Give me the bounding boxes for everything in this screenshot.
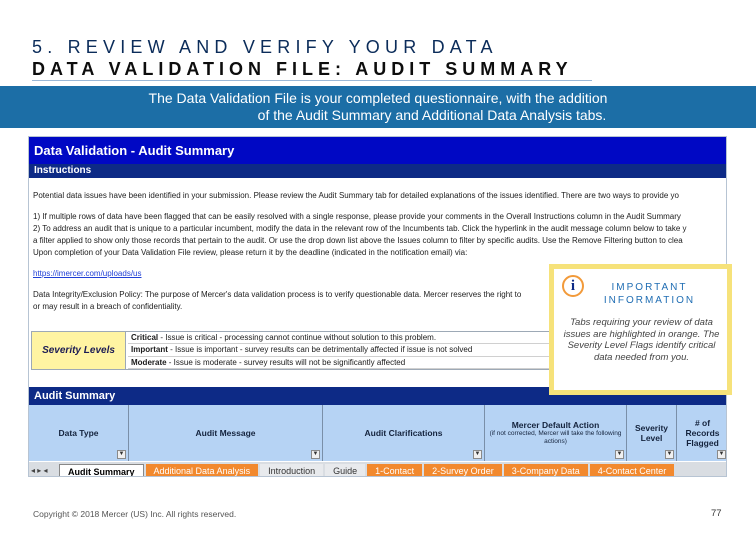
audit-summary-header: Audit Summary — [29, 387, 727, 405]
severity-row-moderate: Moderate - Issue is moderate - survey results will not be significantly affected — [128, 357, 552, 369]
upload-link[interactable]: https://imercer.com/uploads/us — [33, 269, 142, 278]
filter-dropdown-icon[interactable]: ▼ — [616, 451, 623, 457]
title-line-1: 5. REVIEW AND VERIFY YOUR DATA — [32, 37, 498, 57]
important-information-callout — [549, 264, 732, 395]
filter-dropdown-icon[interactable]: ▼ — [474, 451, 481, 457]
tab-survey-order[interactable]: 2-Survey Order — [424, 464, 502, 477]
severity-levels-label: Severity Levels — [32, 332, 126, 369]
page-number: 77 — [711, 508, 722, 519]
column-audit-message: Audit Message ▼ — [129, 405, 323, 461]
column-mercer-default-action: Mercer Default Action (if not corrected, Mercer will take the following actions) ▼ — [485, 405, 627, 461]
callout-title: IMPORTANT INFORMATION — [603, 282, 696, 306]
filter-dropdown-icon[interactable]: ▼ — [312, 451, 319, 457]
callout-body: Tabs requiring your review of data issues are highlighted in orange. The Severity Level Flags identify critical data needed from you. — [563, 317, 720, 363]
instruction-line: Potential data issues have been identified in your submission. Please review the Audit Summary tab for detailed explanations of the issues identified. There are two ways to provide yo — [33, 191, 679, 200]
column-records-flagged: # of Records Flagged ▼ — [685, 418, 725, 457]
tab-guide[interactable]: Guide — [325, 464, 365, 477]
instruction-line: Upon completion of your Data Validation File review, please return it by the deadline (indicated in the notification email) via: — [33, 248, 468, 257]
instructions-header: Instructions — [29, 164, 726, 178]
tab-audit-summary[interactable]: Audit Summary — [59, 464, 144, 477]
copyright-text: Copyright © 2018 Mercer (US) Inc. All rights reserved. — [33, 509, 237, 519]
tab-introduction[interactable]: Introduction — [260, 464, 323, 477]
instruction-line: a filter applied to show only those records that pertain to the audit. Or use the drop down list above the Issues column to filter by specific audits. Use the Remove Filtering button to clea — [33, 236, 683, 245]
tab-contact-center[interactable]: 4-Contact Center — [590, 464, 675, 477]
sheet-title: Data Validation - Audit Summary — [29, 137, 726, 164]
tab-contact[interactable]: 1-Contact — [367, 464, 422, 477]
title-line-2: DATA VALIDATION FILE: AUDIT SUMMARY — [32, 59, 573, 79]
banner-line-1: The Data Validation File is your completed questionnaire, with the addition — [148, 90, 608, 106]
tab-company-data[interactable]: 3-Company Data — [504, 464, 588, 477]
instruction-line: 1) If multiple rows of data have been flagged that can be easily resolved with a single response, please provide your comments in the Overall Instructions column in the Audit Summary — [33, 212, 681, 221]
severity-row-important: Important - Issue is important - survey results can be detrimentally affected if issue is not solved — [128, 344, 552, 356]
intro-banner — [0, 86, 756, 128]
sheet-tabs-bar — [29, 462, 727, 477]
column-severity-level: Severity Level ▼ — [627, 405, 677, 461]
column-data-type: Data Type ▼ — [29, 405, 129, 461]
column-audit-clarifications: Audit Clarifications ▼ — [323, 405, 485, 461]
severity-row-critical: Critical - Issue is critical - processing cannot continue without solution to this problem. — [128, 332, 552, 344]
slide-title — [32, 36, 573, 80]
severity-levels-table — [31, 331, 551, 370]
tab-additional-data-analysis[interactable]: Additional Data Analysis — [146, 464, 259, 477]
filter-dropdown-icon[interactable]: ▼ — [118, 451, 125, 457]
title-divider — [32, 80, 592, 81]
filter-dropdown-icon[interactable]: ▼ — [666, 451, 673, 457]
instruction-line: 2) To address an audit that is unique to a particular incumbent, modify the data in the relevant row of the Incumbents tab. Click the hyperlink in the audit message column below to take y — [33, 224, 687, 233]
info-icon: i — [562, 275, 584, 297]
banner-line-2: of the Audit Summary and Additional Data Analysis tabs. — [257, 107, 607, 123]
instruction-line: Data Integrity/Exclusion Policy: The purpose of Mercer's data validation process is to verify questionable data. Mercer reserves the right to — [33, 290, 522, 299]
instruction-line: or may result in a breach of confidentiality. — [33, 302, 183, 311]
filter-dropdown-icon[interactable]: ▼ — [718, 451, 725, 457]
tab-scroll-arrows-icon[interactable]: ◂ ▸ ◂ — [31, 466, 48, 475]
audit-summary-columns — [29, 405, 727, 461]
